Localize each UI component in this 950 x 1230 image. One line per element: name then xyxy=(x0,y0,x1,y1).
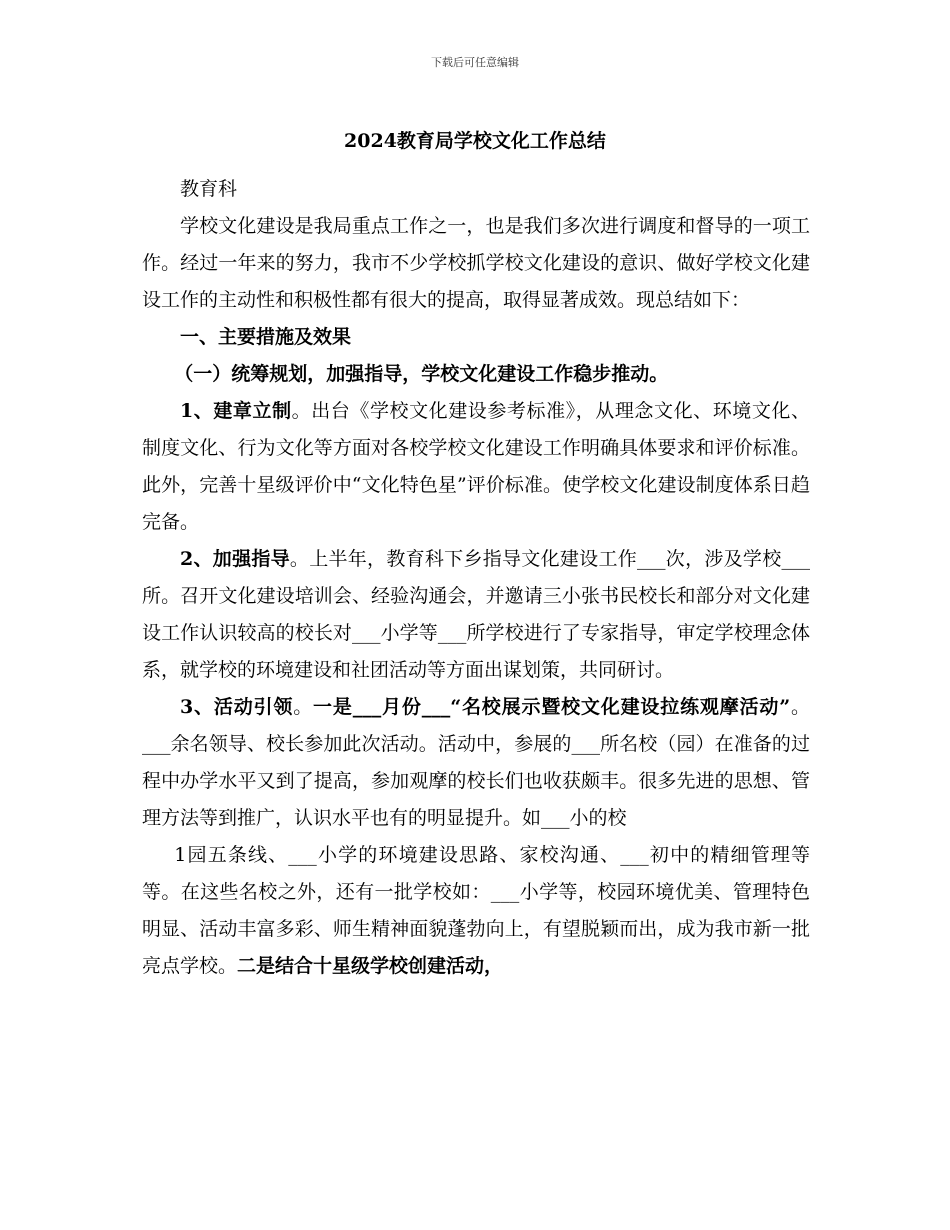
item-3-text-1: 。 xyxy=(293,696,314,718)
item-1-text: 。出台《学校文化建设参考标准》，从理念文化、环境文化、制度文化、行为文化等方面对各校学校文化建设工作明确具体要求和评价标准。此外，完善十星级评价中“文化特色星”评价标准。使学校文化建设制度体系日趋完备。 xyxy=(142,400,810,533)
document-body xyxy=(142,171,810,985)
intro-paragraph: 学校文化建设是我局重点工作之一，也是我们多次进行调度和督导的一项工作。经过一年来的努力，我市不少学校抓学校文化建设的意识、做好学校文化建设工作的主动性和积极性都有很大的提高，取得显著成效。现总结如下： xyxy=(142,215,810,311)
item-1-lead: 1、建章立制 xyxy=(180,400,292,422)
item-1-paragraph xyxy=(142,393,810,541)
item-2-text: 。上半年，教育科下乡指导文化建设工作___次，涉及学校___所。召开文化建设培训会、经验沟通会，并邀请三小张书民校长和部分对文化建设工作认识较高的校长对___小学等___所学校进行了专家指导，审定学校理念体系，就学校的环境建设和社团活动等方面出谋划策，共同研讨。 xyxy=(142,548,810,681)
item-2-paragraph xyxy=(142,541,810,689)
item-2-lead: 2、加强指导 xyxy=(180,548,290,570)
author-line: 教育科 xyxy=(180,178,238,200)
subsection-heading-1: （一）统筹规划，加强指导，学校文化建设工作稳步推动。 xyxy=(174,363,669,385)
continuation-paragraph xyxy=(142,837,810,985)
item-3-lead: 3、活动引领 xyxy=(180,696,294,718)
item-3-bold-1: 一是___月份___“名校展示暨校文化建设拉练观摩活动” xyxy=(313,696,791,718)
continuation-text: 1园五条线、___小学的环境建设思路、家校沟通、___初中的精细管理等等。在这些名校之外，还有一批学校如：___小学等，校园环境优美、管理特色明显、活动丰富多彩、师生精神面貌蓬勃向上，有望脱颖而出，成为我市新一批亮点学校。 xyxy=(142,844,810,977)
item-3-paragraph xyxy=(142,689,810,837)
item-3-text-2: 。___余名领导、校长参加此次活动。活动中，参展的___所名校（园）在准备的过程中办学水平又到了提高，参加观摩的校长们也收获颇丰。很多先进的思想、管理方法等到推广，认识水平也有的明显提升。如___小的校 xyxy=(142,696,810,829)
section-heading-1: 一、主要措施及效果 xyxy=(180,326,352,348)
page-header: 下载后可任意编辑 xyxy=(431,56,519,69)
document-title: 2024教育局学校文化工作总结 xyxy=(344,130,606,152)
continuation-bold: 二是结合十星级学校创建活动， xyxy=(237,955,504,977)
